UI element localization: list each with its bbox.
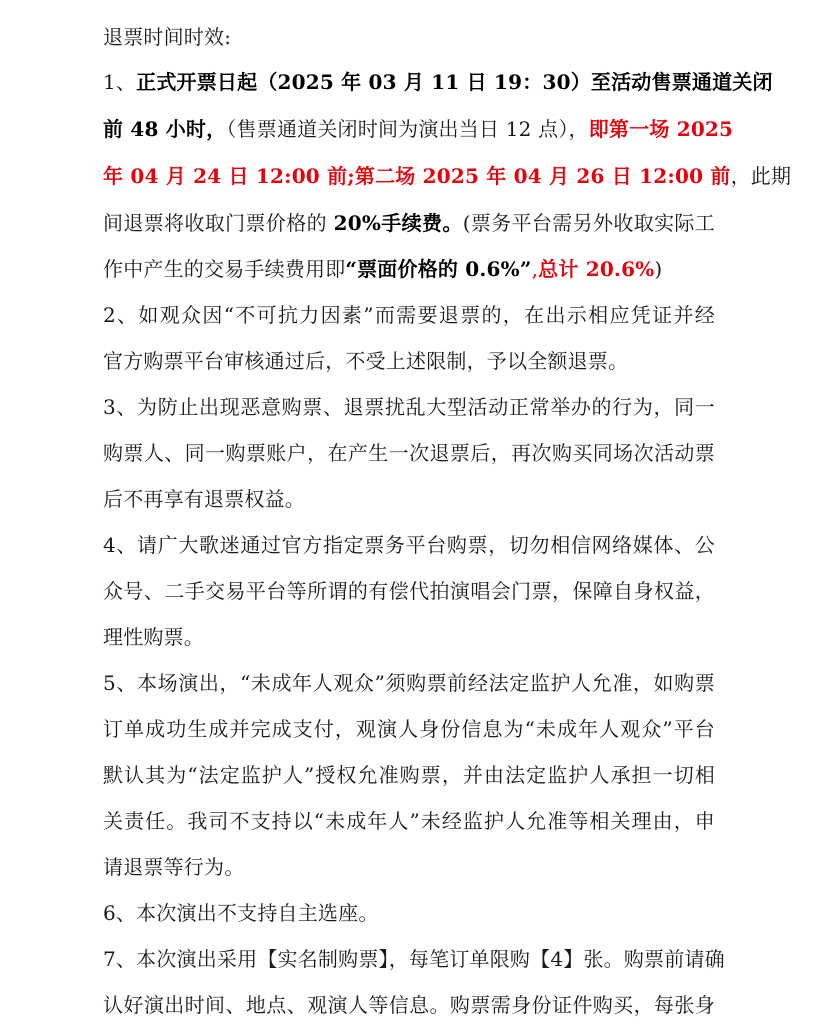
p4-line-2 (103, 578, 715, 604)
p5-line-3 (103, 762, 715, 788)
p5-text: 5、本场演出，“未成年人观众”须购票前经法定监护人允准，如购票 (103, 671, 715, 695)
p5-line-4 (103, 808, 715, 834)
p4-text: 众号、二手交易平台等所谓的有偿代拍演唱会门票，保障自身权益， (103, 579, 715, 603)
p1-line-1 (103, 69, 773, 95)
p1-red-total: 总计 20.6% (538, 257, 655, 281)
p3-line-2 (103, 440, 715, 466)
p1-line-4 (103, 210, 715, 236)
p7-line-2 (103, 992, 715, 1018)
p6-line-1 (103, 900, 715, 926)
p1-bold-fee: 20%手续费。 (333, 211, 463, 235)
p2-text: 2、如观众因“不可抗力因素”而需要退票的，在出示相应凭证并经 (103, 303, 715, 327)
p1-line-2 (103, 116, 734, 142)
p1-number: 1、 (103, 70, 137, 94)
p2-text: 官方购票平台审核通过后，不受上述限制，予以全额退票。 (103, 349, 629, 373)
p5-line-1 (103, 670, 715, 696)
p4-text: 理性购票。 (103, 625, 204, 649)
heading (103, 24, 715, 50)
p1-text: (票务平台需另外收取实际工 (462, 211, 715, 235)
p1-comma: , (531, 257, 539, 281)
p1-bold-percent: “票面价格的 0.6%” (345, 257, 532, 281)
p4-line-3 (103, 624, 715, 650)
p1-line-5 (103, 256, 715, 282)
p1-text: 作中产生的交易手续费用即 (103, 257, 346, 281)
p1-text: ，此期 (730, 164, 792, 188)
p3-line-3 (103, 486, 715, 512)
p1-line-3 (103, 163, 792, 189)
p1-red-dates: 年 04 月 24 日 12:00 前;第二场 2025 年 04 月 26 日 12:00 前 (103, 164, 731, 188)
p3-text: 购票人、同一购票账户，在产生一次退票后，再次购买同场次活动票 (103, 441, 715, 465)
p5-line-2 (103, 716, 715, 742)
p5-line-5 (103, 854, 715, 880)
p2-line-1 (103, 302, 715, 328)
p1-close-paren: ) (654, 257, 663, 281)
p5-text: 关责任。我司不支持以“未成年人”未经监护人允准等相关理由，申 (103, 809, 715, 833)
p7-text: 7、本次演出采用【实名制购票】，每笔订单限购【4】张。购票前请确 (103, 947, 725, 971)
p2-line-2 (103, 348, 715, 374)
p3-text: 3、为防止出现恶意购票、退票扰乱大型活动正常举办的行为，同一 (103, 395, 715, 419)
p5-text: 请退票等行为。 (103, 855, 245, 879)
p4-text: 4、请广大歌迷通过官方指定票务平台购票，切勿相信网络媒体、公 (103, 533, 715, 557)
p1-bold-start: 正式开票日起（2025 年 03 月 11 日 19：30）至活动售票通道关闭 (136, 70, 773, 94)
p1-text: 间退票将收取门票价格的 (103, 211, 334, 235)
p1-red-first-show: 即第一场 2025 (588, 117, 734, 141)
p7-text: 认好演出时间、地点、观演人等信息。购票需身份证件购买，每张身 (103, 993, 715, 1017)
p3-text: 后不再享有退票权益。 (103, 487, 305, 511)
p6-text: 6、本次演出不支持自主选座。 (103, 901, 379, 925)
p7-line-1 (103, 946, 725, 972)
p5-text: 订单成功生成并完成支付，观演人身份信息为“未成年人观众”平台 (103, 717, 715, 741)
p3-line-1 (103, 394, 715, 420)
p1-close-note: （售票通道关闭时间为演出当日 12 点）， (226, 117, 589, 141)
p1-bold-48h: 前 48 小时， (103, 117, 227, 141)
p5-text: 默认其为“法定监护人”授权允准购票，并由法定监护人承担一切相 (103, 763, 715, 787)
heading-text: 退票时间时效: (103, 25, 232, 49)
p4-line-1 (103, 532, 715, 558)
